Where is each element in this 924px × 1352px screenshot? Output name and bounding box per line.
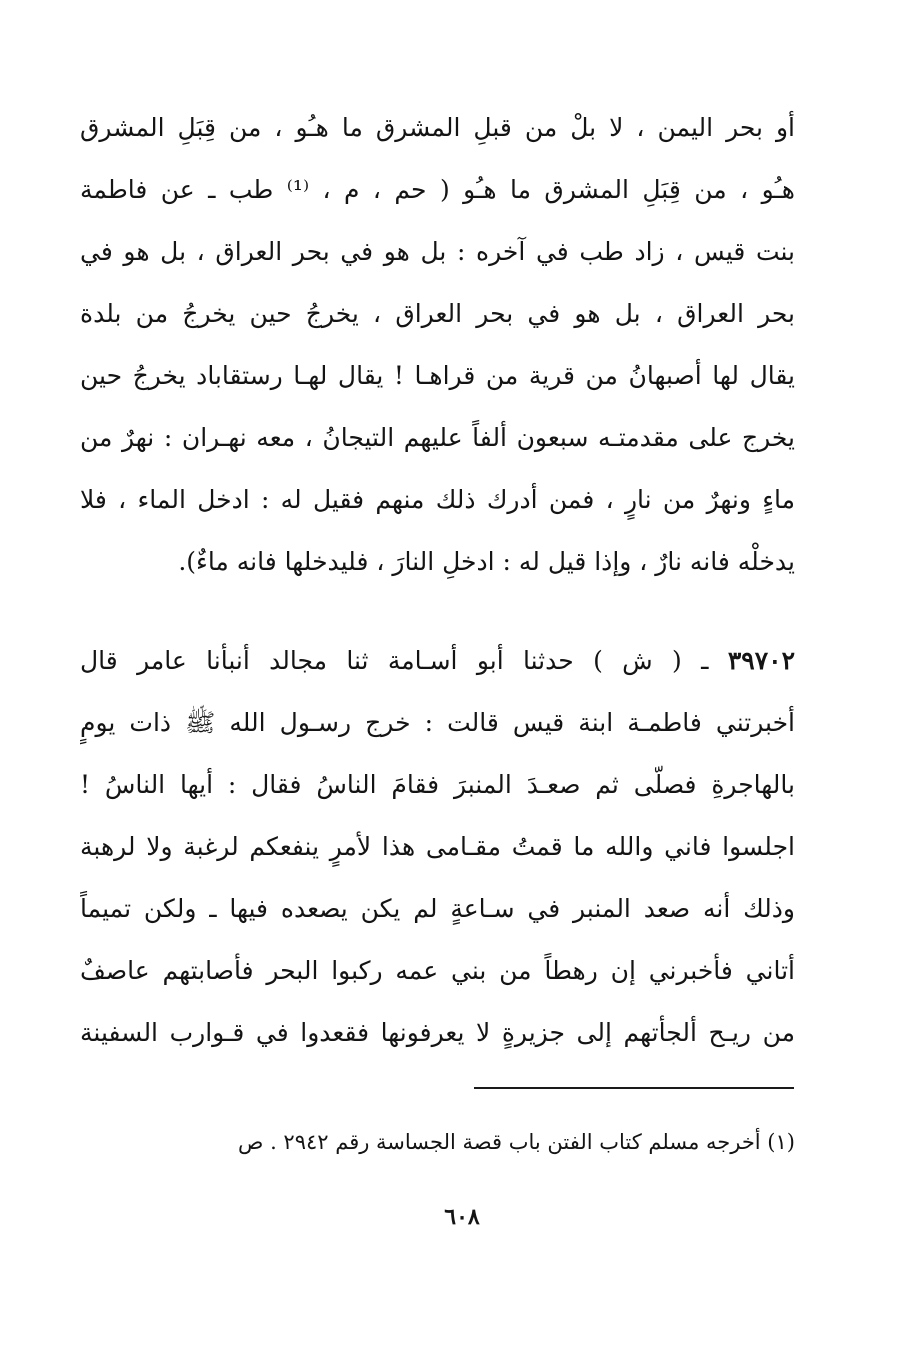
page-number: ٦٠٨ — [444, 1204, 480, 1230]
hadith-chain: ـ ( ش ) حدثنا أبو أسـامة ثنا مجالد أنبأنا عامر قال — [80, 646, 709, 675]
text-line: يخرج على مقدمتـه سبعون ألفاً عليهم التيجانُ ، معه نهـران : نهرٌ من — [80, 423, 795, 452]
text-line: من ريـح ألجأتهم إلى جزيرةٍ لا يعرفونها فقعدوا في قـوارب السفينة — [80, 1018, 795, 1047]
text-line: بنت قيس ، زاد طب في آخره : بل هو في بحر العراق ، بل هو في — [80, 237, 795, 266]
text-line: اجلسوا فاني والله ما قمتُ مقـامى هذا لأمرٍ ينفعكم لرغبة ولا لرهبة — [80, 832, 795, 861]
text-line: أتاني فأخبرني إن رهطاً من بني عمه ركبوا البحر فأصابتهم عاصفٌ — [80, 956, 795, 985]
text-line: هـُو ، من قِبَلِ المشرق ما هـُو ( حم ، م ، ⁽¹⁾ طب ـ عن فاطمة — [80, 175, 795, 204]
paragraph-1 — [80, 97, 795, 593]
text-line: أخبرتني فاطمـة ابنة قيس قالت : خرج رسـول الله ﷺ ذات يومٍ — [80, 708, 795, 737]
paragraph-2 — [80, 630, 795, 1064]
text-line: بالهاجرةِ فصلّى ثم صعـدَ المنبرَ فقامَ الناسُ فقال : أيها الناسُ ! — [80, 770, 795, 799]
text-line: ماءٍ ونهرٌ من نارٍ ، فمن أدرك ذلك منهم فقيل له : ادخل الماء ، فلا — [80, 485, 795, 514]
text-line: بحر العراق ، بل هو في بحر العراق ، يخرجُ حين يخرجُ من بلدة — [80, 299, 795, 328]
hadith-heading-line — [80, 630, 795, 692]
text-line: وذلك أنه صعد المنبر في سـاعةٍ لم يكن يصعده فيها ـ ولكن تميماً — [80, 894, 795, 923]
text-line: أو بحر اليمن ، لا بلْ من قبلِ المشرق ما هـُو ، من قِبَلِ المشرق — [80, 113, 795, 142]
text-line: يقال لها أصبهانُ من قرية من قراهـا ! يقال لهـا رستقاباد يخرجُ حين — [80, 361, 795, 390]
footnote-divider — [474, 1087, 794, 1089]
footnote: (١) أخرجه مسلم كتاب الفتن باب قصة الجساسة رقم ٢٩٤٢ . ص — [238, 1130, 795, 1154]
hadith-number: ٣٩٧٠٢ — [727, 646, 795, 675]
text-line: يدخلْه فانه نارٌ ، وإذا قيل له : ادخلِ النارَ ، فليدخلها فانه ماءٌ). — [178, 547, 795, 576]
